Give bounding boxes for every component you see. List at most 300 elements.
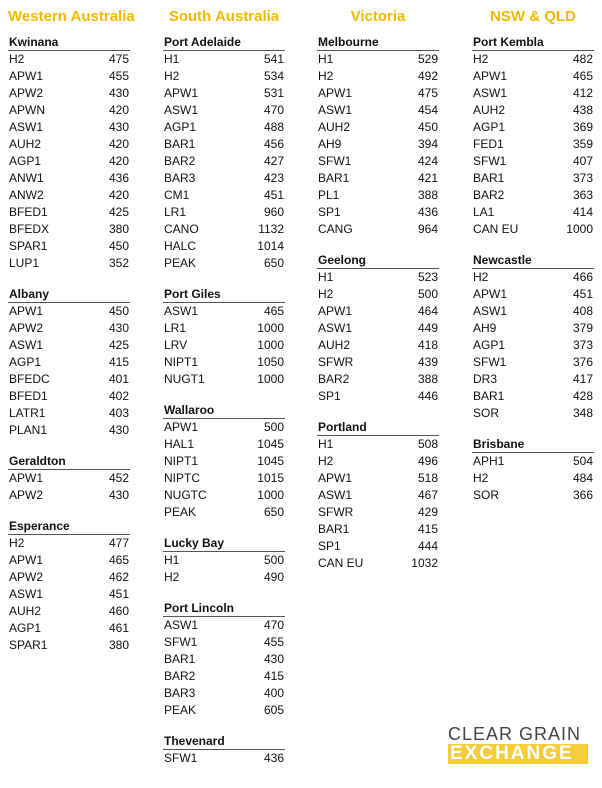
grade-row (317, 470, 439, 487)
grade-name: APW1 (318, 471, 353, 485)
grade-price: 461 (108, 621, 129, 635)
grade-name: SFW1 (473, 154, 507, 168)
grade-price: 465 (108, 553, 129, 567)
grade-price: 380 (108, 222, 129, 236)
grade-price: 420 (108, 103, 129, 117)
port-section (163, 34, 285, 272)
grade-name: AH9 (318, 137, 342, 151)
grade-name: SFW1 (164, 635, 198, 649)
grade-name: LR1 (164, 205, 187, 219)
grade-row (8, 422, 130, 439)
grade-name: H2 (473, 52, 489, 66)
grade-row (317, 453, 439, 470)
port-section (317, 252, 439, 405)
grade-row (8, 586, 130, 603)
grade-name: H1 (164, 52, 180, 66)
grade-price: 436 (108, 171, 129, 185)
grade-name: AGP1 (9, 621, 42, 635)
grade-name: APW1 (9, 553, 44, 567)
grade-price: 650 (263, 256, 284, 270)
region-title: NSW & QLD (490, 8, 576, 25)
logo-line2: EXCHANGE (448, 744, 588, 764)
grade-name: PLAN1 (9, 423, 48, 437)
grade-price: 403 (108, 406, 129, 420)
port-section (163, 600, 285, 719)
grade-name: BAR2 (164, 669, 196, 683)
grade-price: 451 (572, 287, 593, 301)
grade-row (163, 504, 285, 521)
grade-name: SP1 (318, 205, 341, 219)
grade-price: 379 (572, 321, 593, 335)
grade-row (317, 504, 439, 521)
grade-row (163, 136, 285, 153)
grade-row (163, 569, 285, 586)
grade-price: 500 (417, 287, 438, 301)
grade-price: 1032 (411, 556, 438, 570)
grade-price: 1050 (257, 355, 284, 369)
grade-price: 424 (417, 154, 438, 168)
grade-row (472, 371, 594, 388)
grade-price: 380 (108, 638, 129, 652)
grade-price: 430 (263, 652, 284, 666)
grade-row (472, 153, 594, 170)
grade-price: 438 (572, 103, 593, 117)
grade-row (472, 204, 594, 221)
grade-price: 462 (108, 570, 129, 584)
grade-name: BAR2 (318, 372, 350, 386)
port-section (8, 34, 130, 272)
grade-price: 488 (263, 120, 284, 134)
grade-price: 420 (108, 154, 129, 168)
port-name: Geraldton (8, 453, 130, 470)
port-section (163, 402, 285, 521)
grade-name: BFEDC (9, 372, 50, 386)
grade-name: APW2 (9, 488, 44, 502)
grade-price: 500 (263, 420, 284, 434)
grade-price: 420 (108, 188, 129, 202)
grade-name: BAR1 (473, 389, 505, 403)
grade-row (472, 85, 594, 102)
grade-row (163, 750, 285, 767)
grade-price: 960 (263, 205, 284, 219)
grade-row (317, 119, 439, 136)
grade-row (317, 187, 439, 204)
grade-row (317, 538, 439, 555)
grade-row (472, 221, 594, 238)
grade-row (8, 405, 130, 422)
grade-name: H1 (318, 270, 334, 284)
grade-name: ASW1 (164, 618, 199, 632)
grade-row (472, 405, 594, 422)
grade-price: 475 (108, 52, 129, 66)
port-section (317, 34, 439, 238)
grade-row (8, 136, 130, 153)
grade-row (317, 388, 439, 405)
grade-row (8, 187, 130, 204)
grade-name: ASW1 (164, 304, 199, 318)
grade-price: 504 (572, 454, 593, 468)
grade-name: PEAK (164, 256, 197, 270)
grade-name: NIPTC (164, 471, 200, 485)
grade-row (317, 269, 439, 286)
grade-name: AUH2 (318, 338, 351, 352)
grade-row (317, 555, 439, 572)
grade-price: 451 (108, 587, 129, 601)
grade-price: 1045 (257, 437, 284, 451)
port-name: Brisbane (472, 436, 594, 453)
grade-price: 430 (108, 321, 129, 335)
grade-name: APW1 (164, 420, 199, 434)
grade-name: APW1 (9, 69, 44, 83)
grade-row (163, 303, 285, 320)
grade-price: 352 (108, 256, 129, 270)
grade-price: 490 (263, 570, 284, 584)
grade-row (317, 320, 439, 337)
grade-row (163, 371, 285, 388)
grade-row (472, 320, 594, 337)
grade-name: ASW1 (9, 120, 44, 134)
grade-name: AGP1 (9, 154, 42, 168)
grade-name: APWN (9, 103, 45, 117)
grade-price: 484 (572, 471, 593, 485)
grade-name: BAR1 (164, 137, 196, 151)
grade-price: 423 (263, 171, 284, 185)
grade-price: 456 (263, 137, 284, 151)
grade-row (8, 68, 130, 85)
port-name: Port Lincoln (163, 600, 285, 617)
grade-price: 1000 (257, 488, 284, 502)
grade-price: 455 (263, 635, 284, 649)
grade-row (163, 634, 285, 651)
grade-row (472, 388, 594, 405)
grade-price: 394 (417, 137, 438, 151)
grade-row (163, 170, 285, 187)
grade-row (163, 552, 285, 569)
grade-name: APW1 (473, 287, 508, 301)
grade-price: 363 (572, 188, 593, 202)
port-section (472, 436, 594, 504)
grade-name: APW2 (9, 321, 44, 335)
region-column (317, 6, 439, 586)
grade-name: CANG (318, 222, 353, 236)
port-name: Esperance (8, 518, 130, 535)
grade-name: FED1 (473, 137, 504, 151)
grade-name: NUGT1 (164, 372, 205, 386)
grade-price: 402 (108, 389, 129, 403)
grade-row (8, 569, 130, 586)
port-name: Lucky Bay (163, 535, 285, 552)
grade-name: BAR3 (164, 171, 196, 185)
grade-row (8, 255, 130, 272)
grade-row (8, 119, 130, 136)
grade-price: 1014 (257, 239, 284, 253)
grade-row (8, 337, 130, 354)
port-name: Newcastle (472, 252, 594, 269)
grade-price: 1132 (258, 222, 284, 236)
grade-name: ASW1 (164, 103, 199, 117)
grade-price: 439 (417, 355, 438, 369)
port-section (163, 733, 285, 767)
grade-price: 460 (108, 604, 129, 618)
grade-name: BAR1 (473, 171, 505, 185)
grade-row (317, 102, 439, 119)
grade-price: 444 (417, 539, 438, 553)
grade-price: 1045 (257, 454, 284, 468)
grade-row (163, 668, 285, 685)
grade-name: SFWR (318, 505, 354, 519)
region-column (163, 6, 285, 781)
port-name: Portland (317, 419, 439, 436)
grade-price: 605 (263, 703, 284, 717)
grade-name: ANW2 (9, 188, 44, 202)
grade-row (163, 651, 285, 668)
grade-row (163, 354, 285, 371)
port-sections (163, 34, 285, 767)
grade-price: 1000 (257, 338, 284, 352)
grade-row (163, 453, 285, 470)
grade-price: 415 (263, 669, 284, 683)
grade-row (317, 436, 439, 453)
clear-grain-exchange-logo (448, 724, 588, 764)
grade-price: 388 (417, 188, 438, 202)
grade-name: AUH2 (9, 604, 42, 618)
grade-row (317, 68, 439, 85)
grade-name: APW1 (318, 304, 353, 318)
grade-row (317, 487, 439, 504)
grade-price: 534 (263, 69, 284, 83)
grade-name: BFED1 (9, 205, 48, 219)
grade-name: LA1 (473, 205, 495, 219)
grade-name: BAR1 (318, 171, 350, 185)
grade-name: APW2 (9, 570, 44, 584)
grade-price: 412 (572, 86, 593, 100)
grade-name: AUH2 (473, 103, 506, 117)
grade-name: BAR1 (318, 522, 350, 536)
grade-name: APH1 (473, 454, 505, 468)
grade-row (472, 269, 594, 286)
grade-row (163, 153, 285, 170)
grade-row (317, 221, 439, 238)
grade-price: 369 (572, 120, 593, 134)
grade-row (317, 371, 439, 388)
grade-name: H2 (9, 52, 25, 66)
grade-name: H1 (318, 52, 334, 66)
port-sections (317, 34, 439, 572)
grade-name: H2 (9, 536, 25, 550)
grade-price: 496 (417, 454, 438, 468)
grade-row (8, 170, 130, 187)
grade-price: 373 (572, 171, 593, 185)
grade-name: ASW1 (473, 86, 508, 100)
grade-price: 466 (572, 270, 593, 284)
grade-row (163, 685, 285, 702)
port-sections (472, 34, 594, 504)
grade-name: LRV (164, 338, 188, 352)
grade-price: 446 (417, 389, 438, 403)
grade-row (472, 487, 594, 504)
port-name: Port Giles (163, 286, 285, 303)
grade-row (8, 221, 130, 238)
grade-row (472, 187, 594, 204)
grade-name: SFW1 (164, 751, 198, 765)
grade-price: 482 (572, 52, 593, 66)
grade-row (317, 286, 439, 303)
grade-price: 407 (572, 154, 593, 168)
grade-name: CM1 (164, 188, 190, 202)
grade-row (8, 371, 130, 388)
grade-price: 359 (572, 137, 593, 151)
port-section (163, 535, 285, 586)
grade-name: H2 (473, 471, 489, 485)
grade-price: 650 (263, 505, 284, 519)
port-name: Geelong (317, 252, 439, 269)
grade-name: DR3 (473, 372, 498, 386)
grade-name: BFED1 (9, 389, 48, 403)
region-column (8, 6, 135, 668)
grade-price: 430 (108, 86, 129, 100)
region-title: South Australia (168, 8, 280, 25)
grade-name: BAR2 (164, 154, 196, 168)
port-section (8, 518, 130, 654)
grade-name: APW1 (9, 304, 44, 318)
grade-row (163, 187, 285, 204)
grade-row (8, 603, 130, 620)
region-column (472, 6, 594, 518)
grade-name: H1 (164, 553, 180, 567)
grade-row (317, 337, 439, 354)
grade-name: SP1 (318, 389, 341, 403)
grade-row (163, 68, 285, 85)
port-name: Port Kembla (472, 34, 594, 51)
grade-price: 450 (417, 120, 438, 134)
grade-row (317, 354, 439, 371)
grade-row (8, 204, 130, 221)
grade-row (472, 337, 594, 354)
grade-name: SFWR (318, 355, 354, 369)
grade-price: 348 (572, 406, 593, 420)
port-section (8, 453, 130, 504)
grade-name: H1 (318, 437, 334, 451)
grade-name: SOR (473, 488, 500, 502)
grade-name: NUGTC (164, 488, 207, 502)
port-section (317, 419, 439, 572)
grade-price: 452 (108, 471, 129, 485)
grade-price: 425 (108, 205, 129, 219)
grade-row (8, 535, 130, 552)
grade-price: 450 (108, 304, 129, 318)
grade-row (163, 204, 285, 221)
grade-price: 477 (108, 536, 129, 550)
grade-row (163, 255, 285, 272)
grade-name: AGP1 (9, 355, 42, 369)
grade-name: BAR1 (164, 652, 196, 666)
grade-row (317, 85, 439, 102)
port-name: Albany (8, 286, 130, 303)
grade-price: 1000 (566, 222, 593, 236)
grade-row (317, 204, 439, 221)
grade-name: BAR3 (164, 686, 196, 700)
grade-row (317, 303, 439, 320)
grade-row (163, 320, 285, 337)
port-section (472, 252, 594, 422)
region-title: Victoria (350, 8, 406, 25)
grade-name: LUP1 (9, 256, 40, 270)
grade-price: 421 (417, 171, 438, 185)
grade-row (8, 552, 130, 569)
grade-price: 451 (263, 188, 284, 202)
grade-row (163, 702, 285, 719)
port-name: Melbourne (317, 34, 439, 51)
grade-row (317, 521, 439, 538)
grade-row (163, 617, 285, 634)
grade-row (317, 153, 439, 170)
grade-row (163, 102, 285, 119)
grade-name: SPAR1 (9, 638, 48, 652)
grade-name: BFEDX (9, 222, 50, 236)
grade-name: SPAR1 (9, 239, 48, 253)
region-title: Western Australia (8, 8, 135, 25)
grade-price: 425 (108, 338, 129, 352)
grade-name: AGP1 (473, 338, 506, 352)
grade-name: LATR1 (9, 406, 46, 420)
grade-price: 408 (572, 304, 593, 318)
grade-row (472, 354, 594, 371)
grade-price: 470 (263, 618, 284, 632)
grade-price: 414 (572, 205, 593, 219)
grade-price: 455 (108, 69, 129, 83)
port-name: Port Adelaide (163, 34, 285, 51)
grade-row (317, 51, 439, 68)
grade-row (8, 470, 130, 487)
grade-price: 420 (108, 137, 129, 151)
grade-price: 541 (263, 52, 284, 66)
grade-name: H2 (164, 69, 180, 83)
grade-name: SP1 (318, 539, 341, 553)
grade-price: 1000 (257, 372, 284, 386)
port-section (8, 286, 130, 439)
grade-name: HAL1 (164, 437, 195, 451)
grade-price: 465 (572, 69, 593, 83)
grade-price: 400 (263, 686, 284, 700)
grade-price: 475 (417, 86, 438, 100)
grade-price: 492 (417, 69, 438, 83)
grade-name: NIPT1 (164, 454, 199, 468)
port-name: Kwinana (8, 34, 130, 51)
grade-row (472, 453, 594, 470)
grade-row (8, 487, 130, 504)
grade-row (163, 238, 285, 255)
grade-price: 449 (417, 321, 438, 335)
grade-name: HALC (164, 239, 197, 253)
grade-row (163, 337, 285, 354)
grade-price: 531 (263, 86, 284, 100)
grade-name: ASW1 (318, 103, 353, 117)
grade-name: SFW1 (473, 355, 507, 369)
grade-price: 1000 (257, 321, 284, 335)
grade-name: AGP1 (164, 120, 197, 134)
port-section (472, 34, 594, 238)
grade-name: AUH2 (9, 137, 42, 151)
grade-name: ASW1 (473, 304, 508, 318)
port-name: Wallaroo (163, 402, 285, 419)
grade-row (8, 238, 130, 255)
grade-price: 1015 (257, 471, 284, 485)
grade-price: 428 (572, 389, 593, 403)
grade-row (8, 303, 130, 320)
grade-name: CAN EU (318, 556, 364, 570)
grade-price: 470 (263, 103, 284, 117)
grade-row (8, 51, 130, 68)
